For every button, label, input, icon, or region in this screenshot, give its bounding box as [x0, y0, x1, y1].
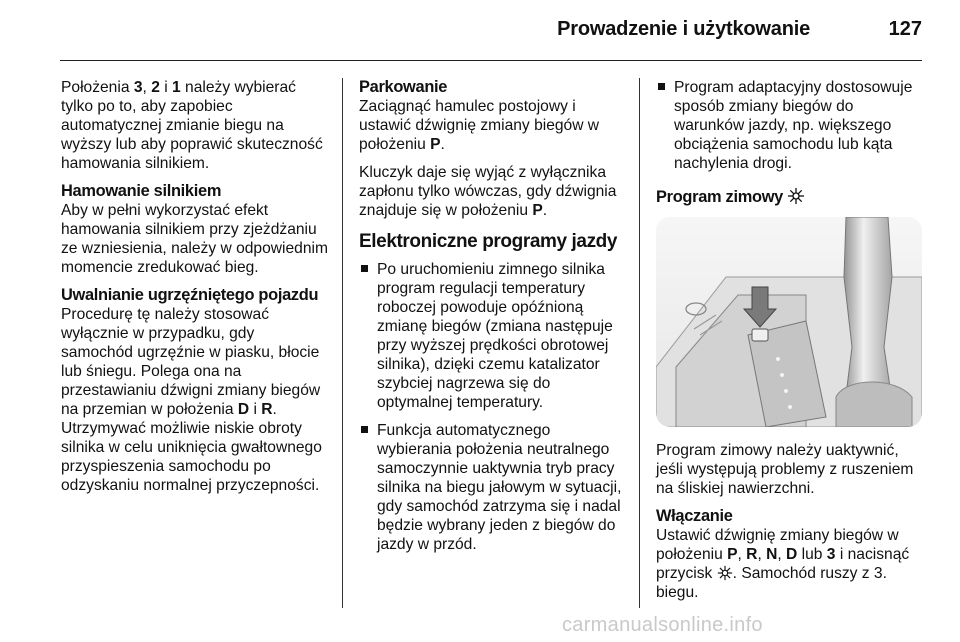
column-divider-1 — [342, 78, 343, 608]
parking-heading: Parkowanie — [359, 78, 448, 96]
parking-text-1: Zaciągnąć hamulec postojowy i ustawić dźwignię zmiany biegów w położeniu P. — [359, 98, 600, 153]
intro-paragraph: Położenia 3, 2 i 1 należy wybierać tylko po to, aby zapobiec automatycznej zmianie biegu na wyższy lub aby poprawić skuteczność hamowania silnikiem. — [61, 79, 323, 172]
activation-text: Ustawić dźwignię zmiany biegów w położeniu P, R, N, D lub 3 i nacisnąć przycisk . Samochód ruszy z 3. biegu. — [656, 527, 910, 601]
bullet-icon — [361, 426, 368, 433]
column-2 — [359, 78, 625, 563]
activation-heading: Włączanie — [656, 507, 733, 525]
engine-braking-section — [61, 182, 329, 277]
winter-program-text: Program zimowy należy uaktywnić, jeśli występują problemy z ruszeniem na śliskiej nawierzchni. — [656, 442, 914, 497]
column-divider-2 — [639, 78, 640, 608]
bullet-icon — [361, 265, 368, 272]
electronic-programs-list — [359, 260, 625, 554]
page-number: 127 — [888, 18, 922, 40]
engine-braking-text: Aby w pełni wykorzystać efekt hamowania silnikiem przy zjeżdżaniu ze wzniesienia, należy w odpowiednim momencie zredukować bieg. — [61, 202, 328, 276]
rocking-heading: Uwalnianie ugrzęźniętego pojazdu — [61, 286, 319, 304]
rocking-text: Procedurę tę należy stosować wyłącznie w przypadku, gdy samochód ugrzęźnie w piasku, błocie lub śniegu. Polega ona na przestawianiu dźwigni zmiany biegów na przemian w położenia D i R. Utrzymywać możliwie niskie obroty silnika w celu uniknięcia gwałtownego przyspieszenia samochodu po odzyskaniu normalnej przyczepności. — [61, 306, 322, 494]
list-item: Po uruchomieniu zimnego silnika program regulacji temperatury roboczej powoduje opóźnioną zmianę biegów (zmiana następuje przy wyższej prędkości obrotowej silnika), dzięki czemu katalizator szybciej nagrzewa się do optymalnej temperatury. — [359, 260, 625, 412]
snowflake-icon — [787, 187, 805, 205]
gear-selector-illustration — [656, 217, 922, 427]
adaptive-program-list — [656, 78, 926, 173]
list-item: Funkcja automatycznego wybierania położenia neutralnego samoczynnie uaktywnia tryb pracy silnika na biegu jałowym w sytuacji, gdy samochód zatrzyma się i nadal będzie wybrany jeden z biegów do jazdy w przód. — [359, 421, 625, 554]
engine-braking-heading: Hamowanie silnikiem — [61, 182, 222, 200]
winter-program-heading: Program zimowy — [656, 187, 926, 207]
page-header-title: Prowadzenie i użytkowanie — [557, 18, 810, 40]
parking-text-2: Kluczyk daje się wyjąć z wyłącznika zapłonu tylko wówczas, gdy dźwignia znajduje się w położeniu P. — [359, 164, 617, 219]
electronic-programs-heading: Elektroniczne programy jazdy — [359, 231, 618, 252]
rocking-section — [61, 286, 329, 495]
header-rule — [60, 60, 922, 61]
bullet-icon — [658, 83, 665, 90]
list-item: Program adaptacyjny dostosowuje sposób zmiany biegów do warunków jazdy, np. większego obciążenia samochodu lub kąta nachylenia drogi. — [656, 78, 926, 173]
column-1 — [61, 78, 329, 504]
snowflake-icon — [717, 565, 733, 581]
watermark: carmanualsonline.info — [562, 614, 763, 636]
column-3 — [656, 78, 926, 611]
